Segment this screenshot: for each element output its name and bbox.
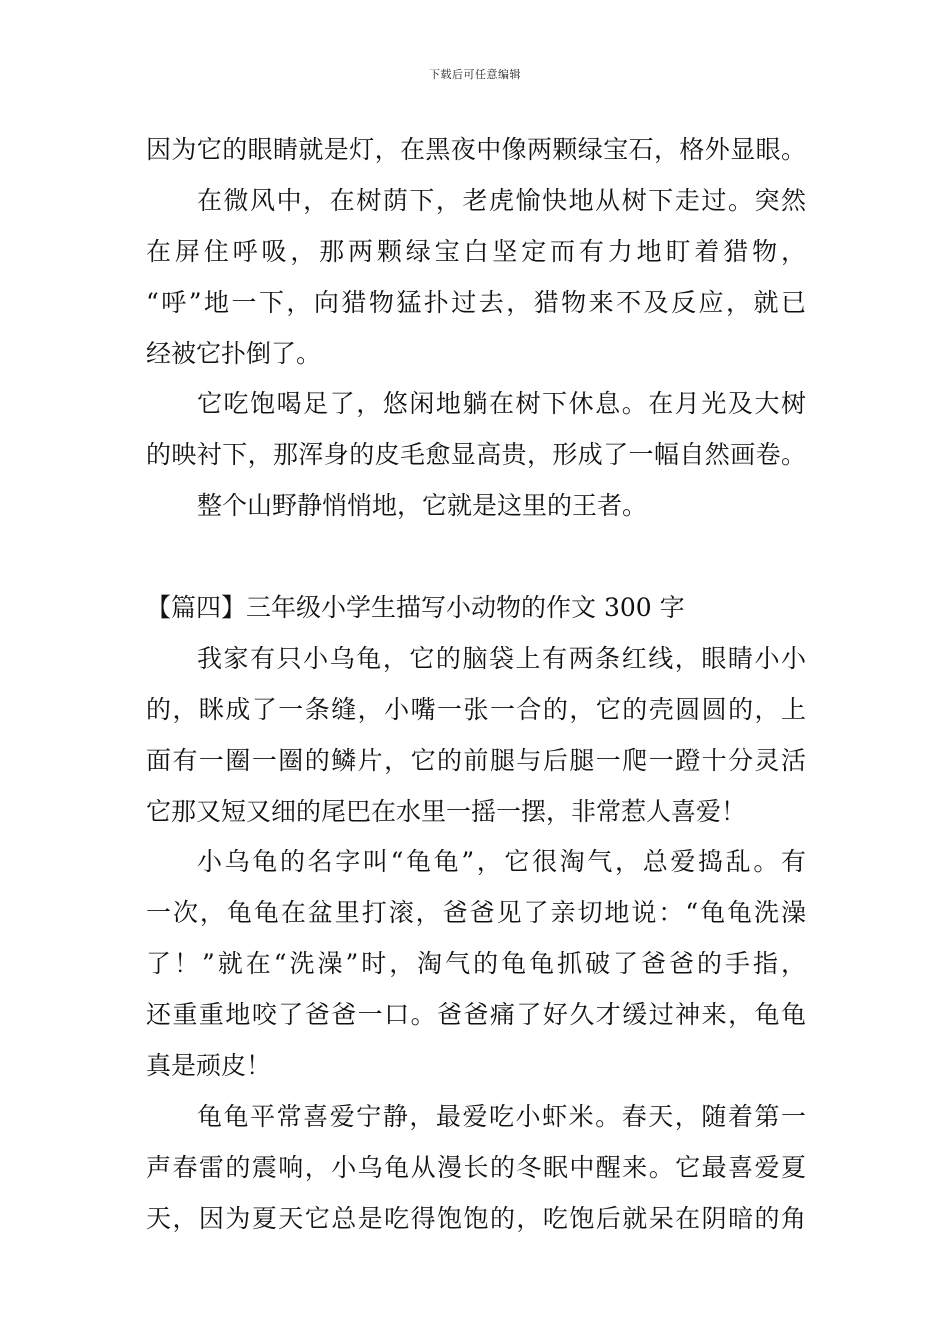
text-line: 的映衬下，那浑身的皮毛愈显高贵，形成了一幅自然画卷。 bbox=[146, 440, 806, 470]
blank-line bbox=[146, 532, 806, 583]
text-line: 的，眯成了一条缝，小嘴一张一合的，它的壳圆圆的，上 bbox=[146, 694, 806, 724]
page-header: 下载后可任意编辑 bbox=[429, 68, 521, 81]
paragraph bbox=[146, 1092, 806, 1245]
paragraph bbox=[146, 379, 806, 481]
text-line: “呼”地一下，向猎物猛扑过去，猎物来不及反应，就已 bbox=[146, 287, 806, 317]
text-line: 我家有只小乌龟，它的脑袋上有两条红线，眼睛小小 bbox=[197, 643, 806, 673]
paragraph bbox=[146, 125, 806, 176]
text-line: 因为它的眼睛就是灯，在黑夜中像两颗绿宝石，格外显眼。 bbox=[146, 135, 806, 164]
paragraph bbox=[146, 176, 806, 380]
text-line: 还重重地咬了爸爸一口。爸爸痛了好久才缓过神来，龟龟 bbox=[146, 1000, 806, 1030]
text-line: 它那又短又细的尾巴在水里一摇一摆，非常惹人喜爱！ bbox=[146, 796, 747, 826]
text-line: 龟龟平常喜爱宁静，最爱吃小虾米。春天，随着第一 bbox=[197, 1101, 806, 1131]
text-line: 真是顽皮！ bbox=[146, 1051, 272, 1081]
text-line: 了！”就在“洗澡”时，淘气的龟龟抓破了爸爸的手指， bbox=[146, 949, 806, 979]
text-line: 天，因为夏天它总是吃得饱饱的，吃饱后就呆在阴暗的角 bbox=[146, 1203, 806, 1233]
section-heading: 【篇四】三年级小学生描写小动物的作文 300 字 bbox=[146, 593, 685, 623]
document-body bbox=[146, 125, 806, 1245]
paragraph bbox=[146, 837, 806, 1091]
text-line: 面有一圈一圈的鳞片，它的前腿与后腿一爬一蹬十分灵活 bbox=[146, 745, 806, 775]
text-line: 经被它扑倒了。 bbox=[146, 338, 322, 368]
paragraph bbox=[146, 634, 806, 838]
text-line: 在屏住呼吸，那两颗绿宝白坚定而有力地盯着猎物， bbox=[146, 236, 806, 266]
text-line: 声春雷的震响，小乌龟从漫长的冬眠中醒来。它最喜爱夏 bbox=[146, 1152, 806, 1182]
text-line: 小乌龟的名字叫“龟龟”，它很淘气，总爱捣乱。有 bbox=[197, 847, 806, 877]
text-line: 在微风中，在树荫下，老虎愉快地从树下走过。突然 bbox=[197, 185, 806, 215]
text-line: 它吃饱喝足了，悠闲地躺在树下休息。在月光及大树 bbox=[197, 389, 806, 419]
paragraph bbox=[146, 481, 806, 532]
text-line: 一次，龟龟在盆里打滚，爸爸见了亲切地说：“龟龟洗澡 bbox=[146, 898, 806, 928]
text-line: 整个山野静悄悄地，它就是这里的王者。 bbox=[197, 491, 648, 521]
